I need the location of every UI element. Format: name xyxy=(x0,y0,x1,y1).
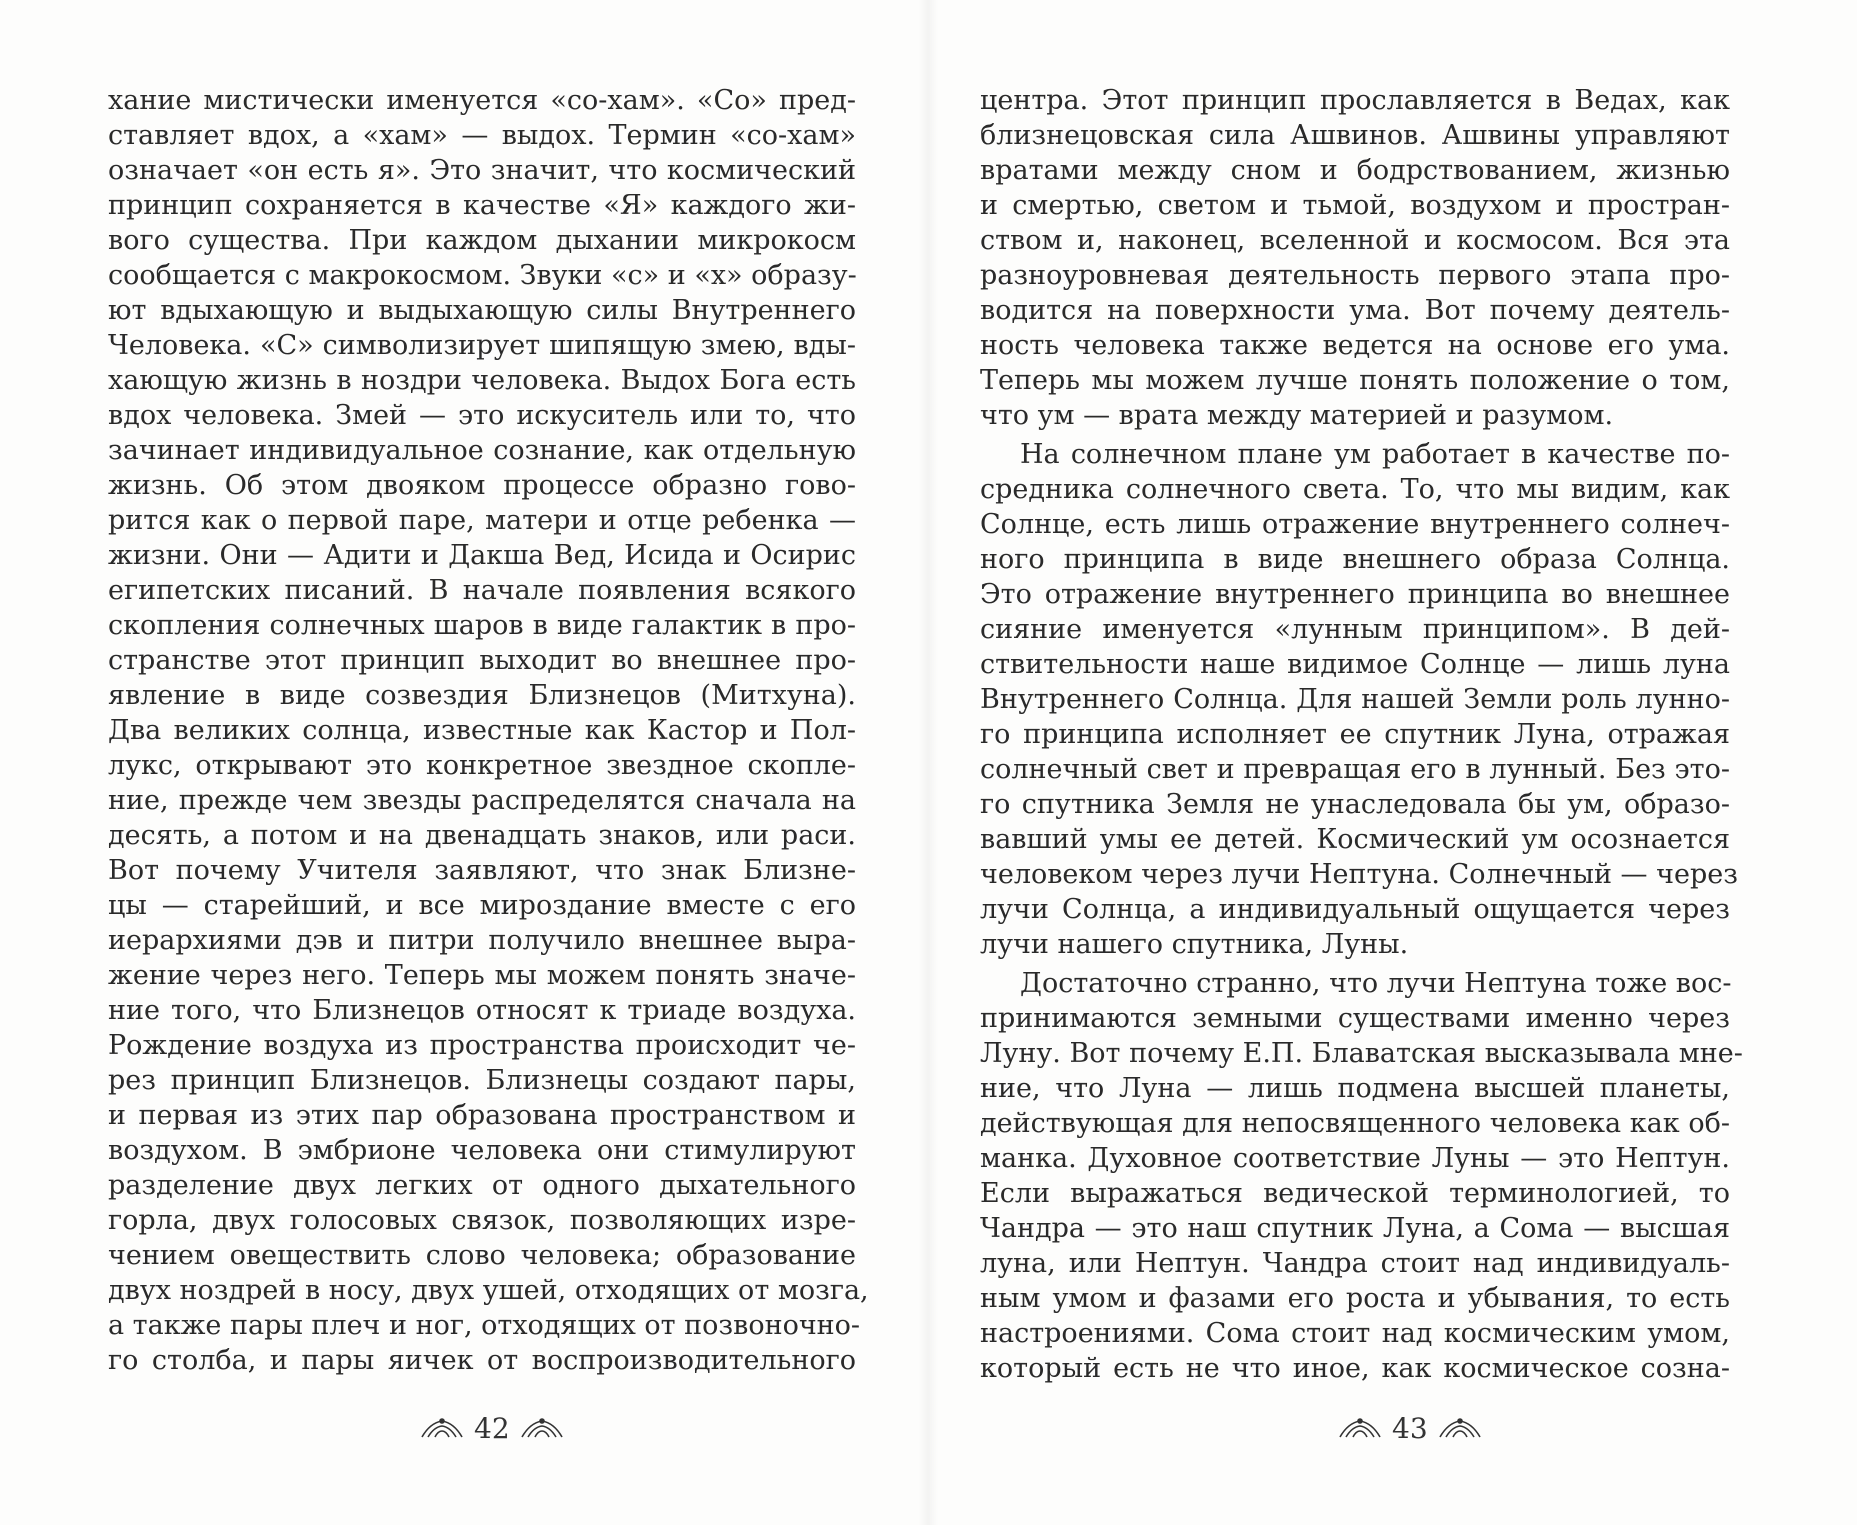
text-line: ством и, наконец, вселенной и космосом. Вся эта xyxy=(980,225,1730,256)
text-line: двух ноздрей в носу, двух ушей, отходящих от мозга, xyxy=(108,1275,869,1306)
text-line: средника солнечного света. То, что мы видим, как xyxy=(980,474,1730,505)
text-line: что ум — врата между материей и разумом. xyxy=(980,400,1614,431)
text-line: ние того, что Близнецов относят к триаде воздуха. xyxy=(108,995,856,1026)
text-line: Внутреннего Солнца. Для нашей Земли роль лунно- xyxy=(980,684,1730,715)
text-line: лукс, открывают это конкретное звездное скопле- xyxy=(108,750,856,781)
text-line: сообщается с макрокосмом. Звуки «с» и «х» образу- xyxy=(108,260,857,291)
text-line: ставляет вдох, а «хам» — выдох. Термин «со-хам» xyxy=(108,120,856,151)
text-line: близнецовская сила Ашвинов. Ашвины управляют xyxy=(980,120,1730,151)
left-page-number: 42 xyxy=(474,1411,510,1445)
text-line: го принципа исполняет ее спутник Луна, отражая xyxy=(980,719,1730,750)
text-line: лучи нашего спутника, Луны. xyxy=(980,929,1409,960)
text-line: иерархиями дэв и питри получило внешнее выра- xyxy=(108,925,856,956)
text-line: Чандра — это наш спутник Луна, а Сома — высшая xyxy=(980,1213,1730,1244)
text-line: манка. Духовное соответствие Луны — это Нептун. xyxy=(980,1143,1730,1174)
text-line: Это отражение внутреннего принципа во внешнее xyxy=(980,579,1730,610)
text-line: Достаточно странно, что лучи Нептуна тоже вос- xyxy=(1020,968,1732,999)
text-line: ют вдыхающую и выдыхающую силы Внутреннего xyxy=(108,295,856,326)
text-line: Человека. «С» символизирует шипящую змею, вды- xyxy=(108,330,856,361)
text-line: жение через него. Теперь мы можем понять значе- xyxy=(108,960,856,991)
text-line: вавший умы ее детей. Космический ум осознается xyxy=(980,824,1730,855)
text-line: который есть не что иное, как космическое созна- xyxy=(980,1353,1730,1384)
text-line: принцип сохраняется в качестве «Я» каждого жи- xyxy=(108,190,856,221)
text-line: цы — старейший, и все мироздание вместе с его xyxy=(108,890,856,921)
text-line: десять, а потом и на двенадцать знаков, или раси. xyxy=(108,820,856,851)
text-line: Два великих солнца, известные как Кастор и Пол- xyxy=(108,715,856,746)
left-page-text xyxy=(108,83,869,1378)
text-line: жизнь. Об этом двояком процессе образно гово- xyxy=(108,470,856,501)
text-line: сияние именуется «лунным принципом». В дей- xyxy=(980,614,1730,645)
text-line: ние, прежде чем звезды распределятся сначала на xyxy=(108,785,856,816)
text-line: странстве этот принцип выходит во внешнее про- xyxy=(108,645,856,676)
text-line: разделение двух легких от одного дыхательного xyxy=(108,1170,856,1201)
left-ornament-icon-right xyxy=(520,1417,564,1439)
text-line: рез принцип Близнецов. Близнецы создают пары, xyxy=(108,1065,856,1096)
text-line: Солнце, есть лишь отражение внутреннего солнеч- xyxy=(980,509,1730,540)
text-line: настроениями. Сома стоит над космическим умом, xyxy=(980,1318,1730,1349)
right-ornament-icon xyxy=(1338,1417,1382,1439)
text-line: го столба, и пары яичек от воспроизводительного xyxy=(108,1345,856,1376)
text-line: ние, что Луна — лишь подмена высшей планеты, xyxy=(980,1073,1730,1104)
text-line: На солнечном плане ум работает в качестве по- xyxy=(1020,439,1730,470)
right-page-number: 43 xyxy=(1392,1411,1428,1445)
right-page-text xyxy=(980,83,1743,1386)
text-line: разноуровневая деятельность первого этапа про- xyxy=(980,260,1730,291)
text-line: принимаются земными существами именно через xyxy=(980,1003,1730,1034)
text-line: ность человека также ведется на основе его ума. xyxy=(980,330,1730,361)
text-line: египетских писаний. В начале появления всякого xyxy=(108,575,856,606)
text-line: ствительности наше видимое Солнце — лишь луна xyxy=(980,649,1730,680)
text-line: и первая из этих пар образована пространством и xyxy=(108,1100,856,1131)
text-line: означает «он есть я». Это значит, что космический xyxy=(108,155,856,186)
text-line: Вот почему Учителя заявляют, что знак Близне- xyxy=(108,855,856,886)
text-line: водится на поверхности ума. Вот почему деятель- xyxy=(980,295,1730,326)
left-ornament-icon xyxy=(420,1417,464,1439)
text-line: лучи Солнца, а индивидуальный ощущается через xyxy=(980,894,1730,925)
text-line: рится как о первой паре, матери и отце ребенка — xyxy=(108,505,856,536)
text-line: вого существа. При каждом дыхании микрокосм xyxy=(108,225,856,256)
left-page xyxy=(0,0,928,1525)
text-line: центра. Этот принцип прославляется в Ведах, как xyxy=(980,85,1730,116)
text-line: Луну. Вот почему Е.П. Блаватская высказывала мне- xyxy=(980,1038,1743,1069)
text-line: ным умом и фазами его роста и убывания, то есть xyxy=(980,1283,1730,1314)
text-line: Рождение воздуха из пространства происходит че- xyxy=(108,1030,856,1061)
text-line: го спутника Земля не унаследовала бы ум, образо- xyxy=(980,789,1730,820)
text-line: и смертью, светом и тьмой, воздухом и простран- xyxy=(980,190,1730,221)
text-line: жизни. Они — Адити и Дакша Вед, Исида и Осирис xyxy=(108,540,856,571)
text-line: хающую жизнь в ноздри человека. Выдох Бога есть xyxy=(108,365,856,396)
text-line: явление в виде созвездия Близнецов (Митхуна). xyxy=(108,680,856,711)
text-line: Теперь мы можем лучше понять положение о том, xyxy=(980,365,1730,396)
text-line: вдох человека. Змей — это искуситель или то, что xyxy=(108,400,856,431)
text-line: действующая для непосвященного человека как об- xyxy=(980,1108,1730,1139)
text-line: Если выражаться ведической терминологией, то xyxy=(980,1178,1730,1209)
text-line: горла, двух голосовых связок, позволяющих изре- xyxy=(108,1205,856,1236)
text-line: солнечный свет и превращая его в лунный. Без это- xyxy=(980,754,1730,785)
right-page xyxy=(928,0,1857,1525)
text-line: зачинает индивидуальное сознание, как отдельную xyxy=(108,435,856,466)
text-line: ного принципа в виде внешнего образа Солнца. xyxy=(980,544,1730,575)
text-line: воздухом. В эмбрионе человека они стимулируют xyxy=(108,1135,856,1166)
text-line: скопления солнечных шаров в виде галактик в про- xyxy=(108,610,856,641)
right-ornament-icon-right xyxy=(1438,1417,1482,1439)
text-line: чением овеществить слово человека; образование xyxy=(108,1240,856,1271)
text-line: хание мистически именуется «со-хам». «Со» пред- xyxy=(108,85,856,116)
text-line: луна, или Нептун. Чандра стоит над индивидуаль- xyxy=(980,1248,1730,1279)
text-line: а также пары плеч и ног, отходящих от позвоночно- xyxy=(108,1310,861,1341)
left-page-folio xyxy=(420,1408,564,1448)
right-page-folio xyxy=(1338,1408,1482,1448)
text-line: человеком через лучи Нептуна. Солнечный — через xyxy=(980,859,1738,890)
text-line: вратами между сном и бодрствованием, жизнью xyxy=(980,155,1730,186)
